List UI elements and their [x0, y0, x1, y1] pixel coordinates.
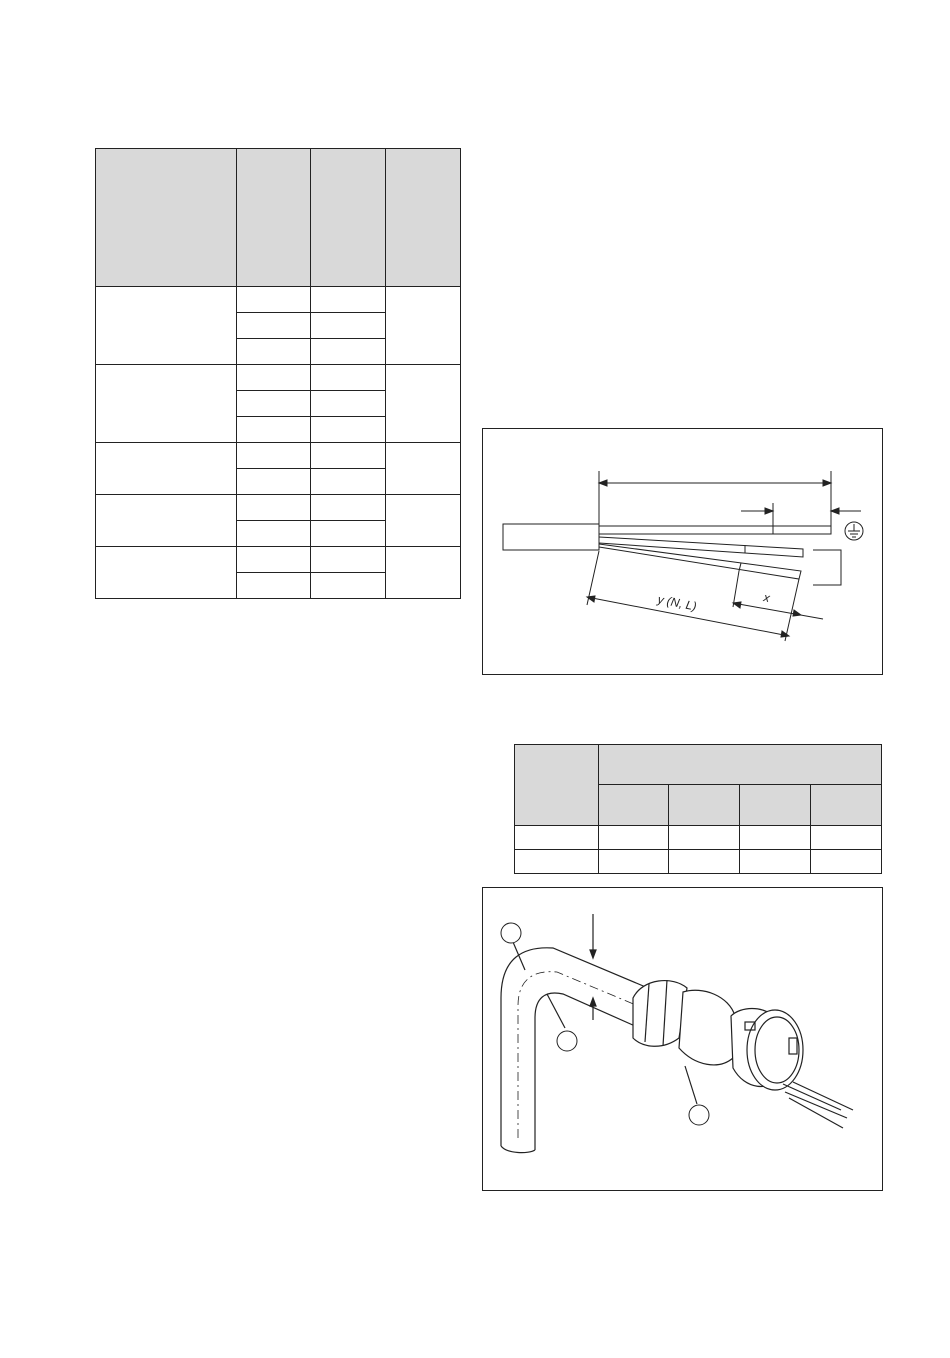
- table-cell: [740, 850, 811, 874]
- pe-conductor: [599, 526, 831, 534]
- leader-1: [513, 942, 525, 970]
- table-cell: [236, 495, 311, 521]
- header-cell: [386, 149, 461, 287]
- table-cell: [236, 547, 311, 573]
- table-cell: [515, 826, 599, 850]
- conductor-bracket: [813, 550, 841, 585]
- table-cell: [669, 850, 740, 874]
- dim-line-x: [733, 603, 823, 619]
- group-label-cell: [96, 547, 237, 599]
- table-cell: [311, 417, 386, 443]
- table-cell: [311, 521, 386, 547]
- header-cell: [740, 785, 811, 826]
- table-cell: [236, 573, 311, 599]
- group-value-cell: [386, 287, 461, 365]
- header-cell: [515, 745, 599, 826]
- cable-stripping-figure: [482, 428, 883, 675]
- cable-stripping-drawing: [483, 429, 882, 674]
- table-header-row: [515, 745, 882, 785]
- group-label-cell: [96, 365, 237, 443]
- group-value-cell: [386, 365, 461, 443]
- table-cell: [236, 365, 311, 391]
- header-cell: [599, 785, 669, 826]
- table-cell: [236, 417, 311, 443]
- arrow: [781, 631, 789, 637]
- label-y: y (N, L): [656, 592, 698, 614]
- table-cell: [236, 443, 311, 469]
- table-cell: [311, 495, 386, 521]
- connector-drawing: [483, 888, 882, 1190]
- group-label-cell: [96, 495, 237, 547]
- table-row: [515, 850, 882, 874]
- table-cell: [599, 826, 669, 850]
- table-row: [96, 495, 461, 521]
- table-cell: [311, 391, 386, 417]
- leader-2: [547, 994, 565, 1028]
- cable-jacket: [503, 524, 599, 550]
- table-cell: [669, 826, 740, 850]
- gland-body: [679, 990, 735, 1065]
- group-value-cell: [386, 495, 461, 547]
- header-cell: [669, 785, 740, 826]
- table-cell: [811, 826, 882, 850]
- table-cell: [311, 339, 386, 365]
- dim-ext-y-right: [785, 579, 799, 641]
- table-cell: [599, 850, 669, 874]
- arrow: [765, 508, 773, 514]
- gland-nut: [633, 981, 687, 1047]
- arrow: [590, 998, 596, 1006]
- callout-1-icon: [501, 923, 521, 943]
- leader-3: [685, 1066, 697, 1104]
- table-row: [96, 443, 461, 469]
- table-cell: [236, 469, 311, 495]
- group-label-cell: [96, 443, 237, 495]
- header-cell: [236, 149, 311, 287]
- cable-end: [501, 1146, 535, 1153]
- callout-2-icon: [557, 1031, 577, 1051]
- table-cell: [311, 469, 386, 495]
- header-cell: [311, 149, 386, 287]
- cable-inner-edge: [535, 993, 635, 1150]
- header-cell: [96, 149, 237, 287]
- wire: [785, 1092, 847, 1118]
- arrow: [590, 950, 596, 958]
- arrow: [599, 480, 607, 486]
- header-cell: [811, 785, 882, 826]
- dimension-table: [514, 744, 882, 874]
- group-value-cell: [386, 443, 461, 495]
- group-label-cell: [96, 287, 237, 365]
- arrow: [733, 602, 741, 608]
- dim-ext-x-left: [733, 571, 739, 607]
- table-cell: [311, 547, 386, 573]
- table-cell: [236, 313, 311, 339]
- ground-symbol-icon: [845, 522, 863, 540]
- table-row: [96, 547, 461, 573]
- header-cell: [599, 745, 882, 785]
- table-header-row: [96, 149, 461, 287]
- table-cell: [515, 850, 599, 874]
- table-cell: [311, 443, 386, 469]
- label-x: x: [762, 590, 771, 606]
- conductor-upper: [599, 537, 803, 557]
- table-cell: [311, 573, 386, 599]
- table-cell: [236, 391, 311, 417]
- table-cell: [236, 339, 311, 365]
- table-cell: [311, 287, 386, 313]
- table-cell: [236, 287, 311, 313]
- table-cell: [811, 850, 882, 874]
- table-row: [515, 826, 882, 850]
- arrow: [793, 610, 801, 616]
- table-row: [96, 287, 461, 313]
- table-cell: [236, 521, 311, 547]
- group-value-cell: [386, 547, 461, 599]
- callout-3-icon: [689, 1105, 709, 1125]
- table-row: [96, 365, 461, 391]
- arrow: [831, 508, 839, 514]
- table-cell: [311, 313, 386, 339]
- conductor-lower: [599, 544, 801, 579]
- connector-figure: [482, 887, 883, 1191]
- cable-spec-table: [95, 148, 461, 599]
- cable-centerline: [518, 972, 643, 1138]
- wire: [783, 1084, 841, 1110]
- table-cell: [740, 826, 811, 850]
- arrow: [823, 480, 831, 486]
- table-cell: [311, 365, 386, 391]
